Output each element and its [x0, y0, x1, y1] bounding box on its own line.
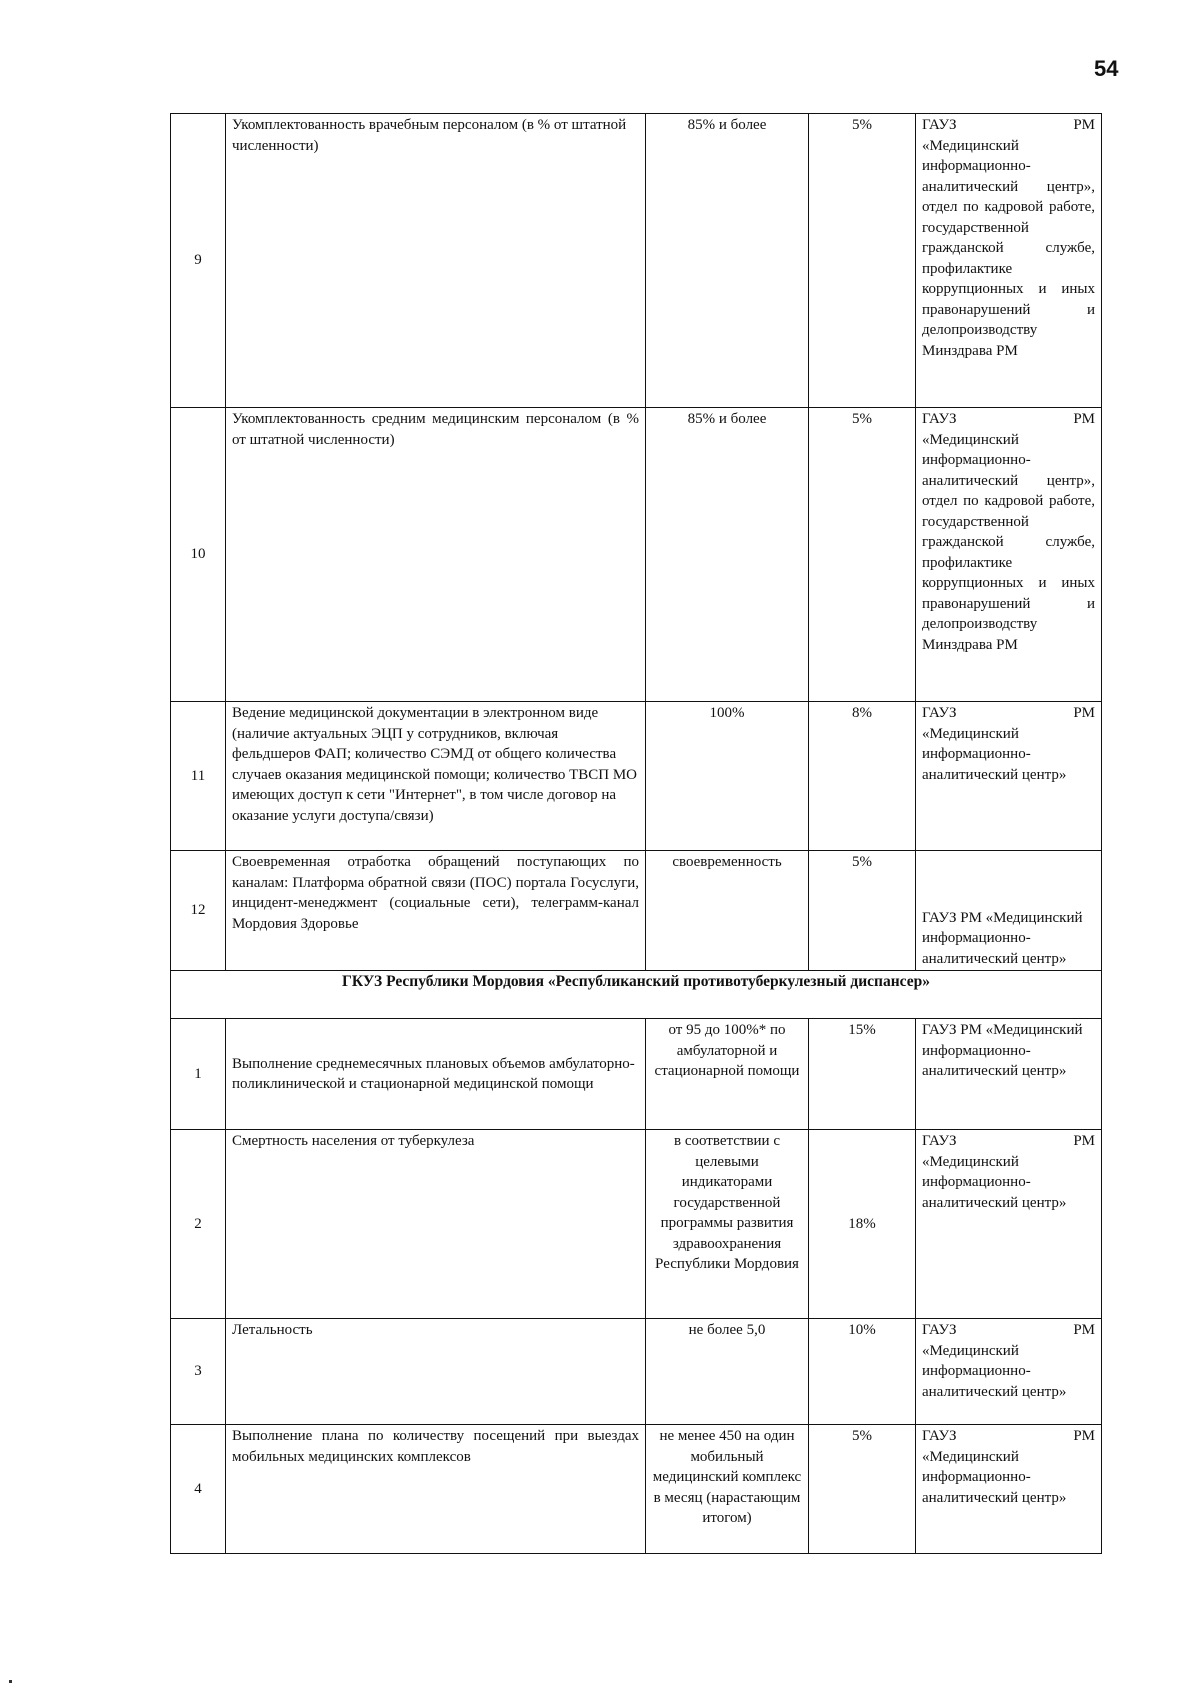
criterion-cell: Укомплектованность средним медицинским персоналом (в % от штатной численности): [226, 408, 646, 702]
criterion-cell: Смертность населения от туберкулеза: [226, 1130, 646, 1319]
criterion-cell: Выполнение среднемесячных плановых объемов амбулаторно-поликлинической и стационарной медицинской помощи: [226, 1019, 646, 1130]
org-name: «Медицинский информационно-аналитический центр»: [922, 1448, 1067, 1506]
target-value-cell: не менее 450 на один мобильный медицинский комплекс в месяц (нарастающим итогом): [646, 1425, 809, 1554]
org-first-line: [922, 1131, 1095, 1152]
table-row: [171, 1425, 1102, 1554]
table-row: [171, 851, 1102, 971]
table-row: [171, 1319, 1102, 1425]
org-first-line: [922, 1426, 1095, 1447]
weight-cell: 5%: [809, 851, 916, 971]
weight-cell: 8%: [809, 702, 916, 851]
org-abbr: ГАУЗ: [922, 1428, 957, 1444]
org-region: РМ: [1073, 1133, 1095, 1149]
weight-cell: 5%: [809, 408, 916, 702]
row-number: 11: [171, 702, 226, 851]
responsible-org-cell: [916, 1130, 1102, 1319]
responsible-org-cell: [916, 408, 1102, 702]
org-abbr: ГАУЗ: [922, 705, 957, 721]
criterion-cell: Укомплектованность врачебным персоналом (в % от штатной численности): [226, 114, 646, 408]
org-first-line: [922, 115, 1095, 136]
org-name: «Медицинский информационно-аналитический центр»: [922, 1342, 1067, 1400]
responsible-org-cell: [916, 1319, 1102, 1425]
row-number: 9: [171, 114, 226, 408]
target-value-cell: в соответствии с целевыми индикаторами государственной программы развития здравоохранения Республики Мордовия: [646, 1130, 809, 1319]
row-number: 4: [171, 1425, 226, 1554]
target-value-cell: своевременность: [646, 851, 809, 971]
section-header-row: [171, 971, 1102, 1019]
org-first-line: [922, 1320, 1095, 1341]
criteria-table: [170, 113, 1102, 1554]
scan-speck: [9, 1680, 12, 1683]
org-name: «Медицинский информационно-аналитический центр»: [922, 725, 1067, 783]
row-number: 1: [171, 1019, 226, 1130]
org-name: «Медицинский информационно-аналитический центр»: [922, 1153, 1067, 1211]
org-name: ГАУЗ РМ «Медицинский информационно-аналитический центр»: [922, 909, 1083, 967]
row-number: 10: [171, 408, 226, 702]
table-row: [171, 408, 1102, 702]
org-name: ГАУЗ РМ «Медицинский информационно-аналитический центр»: [922, 1022, 1083, 1079]
org-abbr: ГАУЗ: [922, 1133, 957, 1149]
weight-cell: 10%: [809, 1319, 916, 1425]
responsible-org-cell: [916, 1425, 1102, 1554]
target-value-cell: от 95 до 100%* по амбулаторной и стационарной помощи: [646, 1019, 809, 1130]
table-row: [171, 114, 1102, 408]
responsible-org-cell: [916, 851, 1102, 971]
org-region: РМ: [1073, 1322, 1095, 1338]
target-value-cell: 85% и более: [646, 114, 809, 408]
org-region: РМ: [1073, 411, 1095, 427]
weight-cell: 15%: [809, 1019, 916, 1130]
org-first-line: [922, 409, 1095, 430]
criterion-cell: Летальность: [226, 1319, 646, 1425]
target-value-cell: не более 5,0: [646, 1319, 809, 1425]
row-number: 2: [171, 1130, 226, 1319]
section-title: ГКУЗ Республики Мордовия «Республиканский противотуберкулезный диспансер»: [171, 971, 1102, 1019]
org-name: «Медицинский информационно-аналитический центр», отдел по кадровой работе, государственной гражданской службе, профилактике коррупционных и иных правонарушений и делопроизводству Минздрава РМ: [922, 431, 1095, 653]
page-number: 54: [1094, 56, 1119, 81]
org-region: РМ: [1073, 1428, 1095, 1444]
table-row: [171, 1130, 1102, 1319]
criterion-cell: Своевременная отработка обращений поступающих по каналам: Платформа обратной связи (ПОС) портала Госуслуги, инцидент-менеджмент (социальные сети), телеграмм-канал Мордовия Здоровье: [226, 851, 646, 971]
weight-cell: 5%: [809, 114, 916, 408]
responsible-org-cell: [916, 702, 1102, 851]
weight-cell: 18%: [809, 1130, 916, 1319]
row-number: 12: [171, 851, 226, 971]
org-region: РМ: [1073, 705, 1095, 721]
criterion-cell: Выполнение плана по количеству посещений при выездах мобильных медицинских комплексов: [226, 1425, 646, 1554]
table-row: [171, 1019, 1102, 1130]
responsible-org-cell: [916, 1019, 1102, 1130]
target-value-cell: 85% и более: [646, 408, 809, 702]
table-row: [171, 702, 1102, 851]
target-value-cell: 100%: [646, 702, 809, 851]
org-abbr: ГАУЗ: [922, 117, 957, 133]
org-first-line: [922, 703, 1095, 724]
org-abbr: ГАУЗ: [922, 411, 957, 427]
org-abbr: ГАУЗ: [922, 1322, 957, 1338]
org-region: РМ: [1073, 117, 1095, 133]
org-name: «Медицинский информационно-аналитический центр», отдел по кадровой работе, государственной гражданской службе, профилактике коррупционных и иных правонарушений и делопроизводству Минздрава РМ: [922, 137, 1095, 359]
criterion-cell: Ведение медицинской документации в электронном виде (наличие актуальных ЭЦП у сотрудников, включая фельдшеров ФАП; количество СЭМД от общего количества случаев оказания медицинской помощи; количество ТВСП МО имеющих доступ к сети "Интернет", в том числе договор на оказание услуги доступа/связи): [226, 702, 646, 851]
row-number: 3: [171, 1319, 226, 1425]
weight-cell: 5%: [809, 1425, 916, 1554]
responsible-org-cell: [916, 114, 1102, 408]
